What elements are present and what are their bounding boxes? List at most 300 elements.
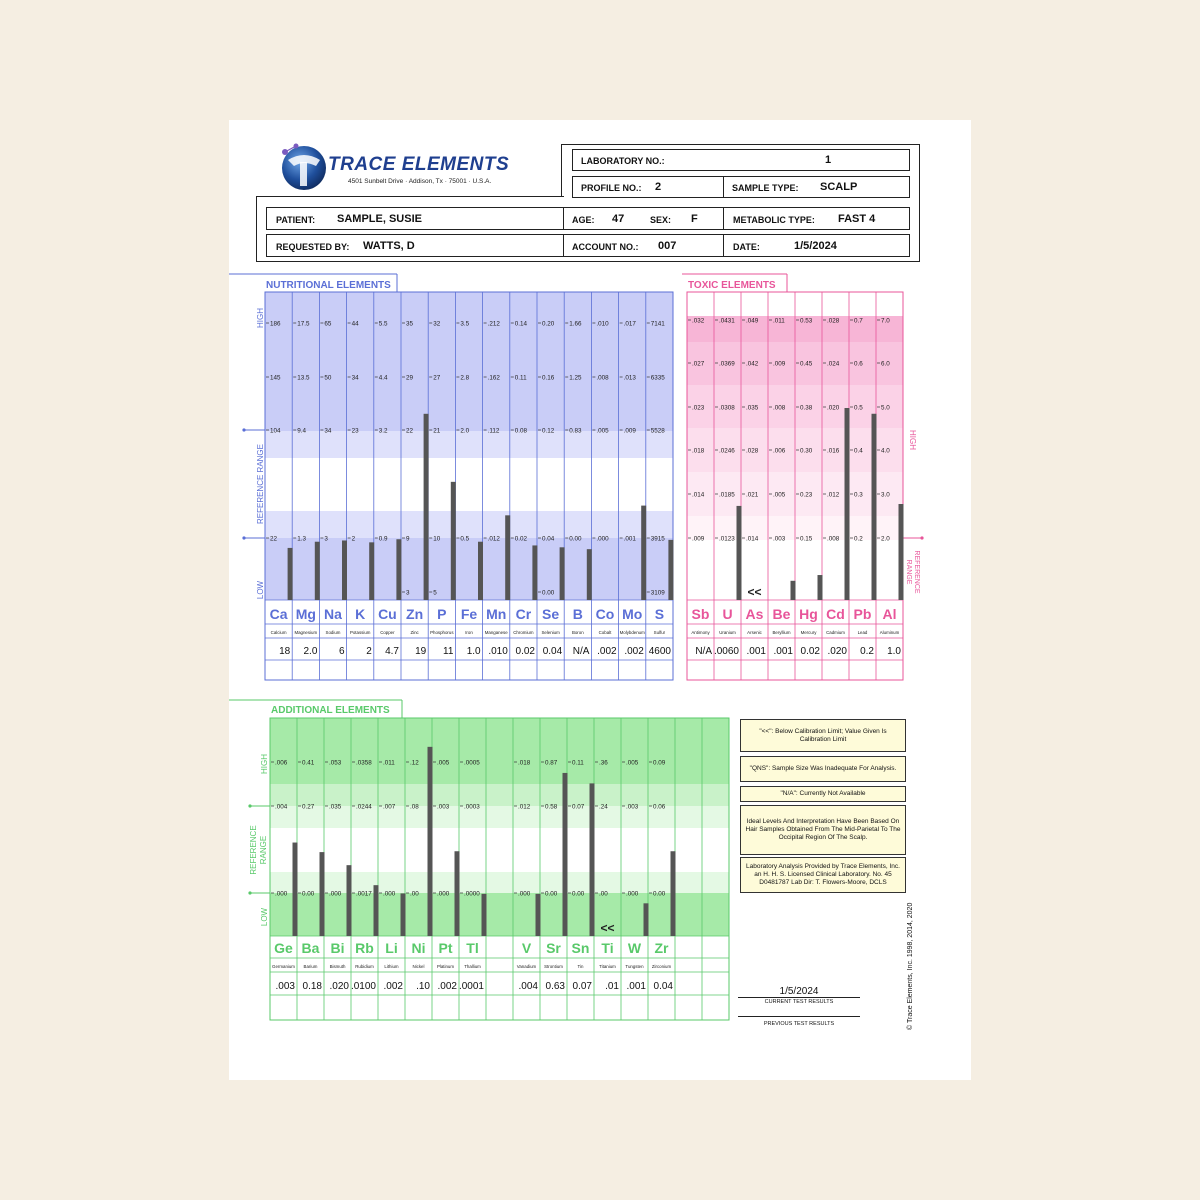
element-name: Copper xyxy=(380,630,395,635)
element-name: Molybdenum xyxy=(619,630,645,635)
additional-scale-label: .011 xyxy=(383,759,395,767)
sex-value: F xyxy=(691,213,698,225)
element-result: .020 xyxy=(827,646,847,657)
nutritional-scale-label: 34 xyxy=(351,374,359,382)
element-name: Aluminum xyxy=(879,630,900,635)
note-na: "N/A": Currently Not Available xyxy=(740,786,906,802)
lab-brand: TRACE ELEMENTS xyxy=(328,154,510,175)
nutritional-scale-label: .008 xyxy=(596,374,609,382)
bar-K xyxy=(369,542,374,600)
element-symbol-W: W xyxy=(627,940,642,956)
element-result: .003 xyxy=(275,981,295,992)
toxic-scale-label: 5.0 xyxy=(881,404,890,412)
element-name: Titanium xyxy=(599,964,616,969)
element-name: Antimony xyxy=(691,630,710,635)
bar-Li xyxy=(401,893,406,936)
additional-scale-label: 0.87 xyxy=(545,759,558,767)
nutritional-scale-label: 23 xyxy=(351,427,359,435)
nutritional-scale-label: 3109 xyxy=(650,589,665,597)
element-symbol-Be: Be xyxy=(772,606,791,622)
copyright: © Trace Elements, Inc. 1998, 2014, 2020 xyxy=(907,902,914,1030)
nutritional-scale-label: 4.4 xyxy=(378,374,388,382)
element-name: Sodium xyxy=(325,630,341,635)
element-name: Iron xyxy=(465,630,473,635)
toxic-scale-label: .012 xyxy=(827,491,840,499)
element-result: .004 xyxy=(518,981,538,992)
element-symbol-Tl: Tl xyxy=(466,940,479,956)
additional-scale-label: .000 xyxy=(383,890,396,898)
toxic-scale-label: .020 xyxy=(827,404,840,412)
element-result: 0.07 xyxy=(572,981,592,992)
nutritional-scale-label: 0.16 xyxy=(542,374,555,382)
toxic-scale-label: 0.2 xyxy=(854,535,863,543)
bar-Bi xyxy=(347,865,352,936)
additional-scale-label: 0.00 xyxy=(545,890,558,898)
additional-scale-label: .035 xyxy=(329,803,342,811)
additional-scale-label: .0017 xyxy=(356,890,372,898)
element-symbol-Pb: Pb xyxy=(853,606,872,622)
element-symbol-U: U xyxy=(722,606,733,622)
additional-high-label: HIGH xyxy=(260,754,269,774)
toxic-scale-label: .0246 xyxy=(719,447,735,455)
nutritional-low-label: LOW xyxy=(256,580,265,600)
element-symbol-Ca: Ca xyxy=(269,606,288,622)
element-symbol-Li: Li xyxy=(385,940,398,956)
nutritional-scale-label: 0.5 xyxy=(460,535,470,543)
element-symbol-Cd: Cd xyxy=(826,606,845,622)
additional-scale-label: .08 xyxy=(410,803,419,811)
toxic-scale-label: 0.30 xyxy=(800,447,813,455)
additional-scale-label: .36 xyxy=(599,759,608,767)
element-symbol-Bi: Bi xyxy=(330,940,345,956)
toxic-scale-label: .0185 xyxy=(719,491,735,499)
toxic-scale-label: .021 xyxy=(746,491,759,499)
element-symbol-Ti: Ti xyxy=(601,940,614,956)
patient-value: SAMPLE, SUSIE xyxy=(337,213,422,225)
nutritional-scale-label: 3915 xyxy=(650,535,665,543)
element-symbol-Fe: Fe xyxy=(460,606,478,622)
additional-scale-label: .000 xyxy=(329,890,342,898)
additional-scale-label: .000 xyxy=(275,890,288,898)
element-symbol-As: As xyxy=(745,606,764,622)
nutritional-scale-label: 10 xyxy=(433,535,441,543)
toxic-scale-label: 0.45 xyxy=(800,360,813,368)
element-symbol-Sb: Sb xyxy=(691,606,710,622)
element-result: .0060 xyxy=(713,646,739,657)
element-result: 0.04 xyxy=(542,646,563,657)
toxic-scale-label: .0431 xyxy=(719,317,735,325)
toxic-scale-label: 0.6 xyxy=(854,360,863,368)
nutritional-scale-label: 9.4 xyxy=(297,427,306,435)
additional-bg-ref2 xyxy=(270,828,729,872)
element-result: 2 xyxy=(366,646,372,657)
bar-Be xyxy=(791,581,796,600)
additional-scale-label: .00 xyxy=(599,890,608,898)
current-test-label: CURRENT TEST RESULTS xyxy=(764,999,834,1005)
additional-scale-label: .004 xyxy=(275,803,288,811)
toxic-scale-label: .028 xyxy=(827,317,840,325)
nutritional-bg-lower xyxy=(265,511,673,538)
element-symbol-P: P xyxy=(437,606,447,622)
element-name: Tungsten xyxy=(625,964,644,969)
additional-scale-label: .007 xyxy=(383,803,396,811)
nutritional-scale-label: .017 xyxy=(623,320,636,328)
element-name: Magnesium xyxy=(294,630,318,635)
bar-V xyxy=(536,894,541,936)
bar-Zn xyxy=(424,414,429,600)
toxic-scale-label: .028 xyxy=(746,447,759,455)
element-name: Platinum xyxy=(436,964,455,969)
nutritional-scale-label: 0.11 xyxy=(514,374,527,382)
nutritional-high-label: HIGH xyxy=(256,308,265,328)
metabolic-type-label: METABOLIC TYPE: xyxy=(733,215,815,225)
nutritional-scale-label: 21 xyxy=(433,427,441,435)
nutritional-scale-label: 2.0 xyxy=(460,427,470,435)
nutritional-ref-dot xyxy=(242,536,245,539)
element-symbol-Ge: Ge xyxy=(274,940,293,956)
bar-Cd xyxy=(845,408,850,600)
element-symbol-Mo: Mo xyxy=(622,606,643,622)
age-label: AGE: xyxy=(572,215,595,225)
additional-scale-label: .0358 xyxy=(356,759,372,767)
nutritional-bg-high xyxy=(265,292,673,431)
toxic-scale-label: .0123 xyxy=(719,535,735,543)
toxic-scale-label: .042 xyxy=(746,360,759,368)
element-name: Calcium xyxy=(270,630,287,635)
toxic-scale-label: 0.15 xyxy=(800,535,813,543)
element-result: .0100 xyxy=(350,981,376,992)
toxic-scale-label: .014 xyxy=(746,535,759,543)
additional-scale-label: .012 xyxy=(518,803,531,811)
element-result: 0.63 xyxy=(545,981,565,992)
requested-by-label: REQUESTED BY: xyxy=(276,242,350,252)
element-symbol-Na: Na xyxy=(324,606,342,622)
additional-scale-label: .0005 xyxy=(464,759,480,767)
toxic-scale-label: 0.3 xyxy=(854,491,863,499)
patient-label: PATIENT: xyxy=(276,215,316,225)
toxic-high-label: HIGH xyxy=(908,430,917,450)
toxic-scale-label: .008 xyxy=(773,404,786,412)
nutritional-scale-label: 6335 xyxy=(650,374,665,382)
toxic-range-label: RANGE xyxy=(905,559,912,585)
nutritional-scale-label: 3 xyxy=(406,589,410,597)
nutritional-scale-label: 1.25 xyxy=(569,374,582,382)
element-symbol-Rb: Rb xyxy=(355,940,374,956)
nutritional-scale-label: 145 xyxy=(270,374,281,382)
additional-scale-label: .000 xyxy=(518,890,531,898)
toxic-scale-label: .009 xyxy=(773,360,786,368)
toxic-scale-label: 0.38 xyxy=(800,404,813,412)
toxic-scale-label: .008 xyxy=(827,535,840,543)
nutritional-scale-label: 32 xyxy=(433,320,441,328)
nutritional-scale-label: 44 xyxy=(351,320,359,328)
element-name: Chromium xyxy=(513,630,534,635)
element-name: Phosphorus xyxy=(430,630,454,635)
nutritional-scale-label: 104 xyxy=(270,427,281,435)
bar-Mg xyxy=(315,542,320,600)
toxic-scale-label: 4.0 xyxy=(881,447,890,455)
nutritional-scale-label: 2 xyxy=(351,535,356,543)
note-qns: "QNS": Sample Size Was Inadequate For Analysis. xyxy=(740,756,906,782)
nutritional-scale-label: 35 xyxy=(406,320,414,328)
bar-S xyxy=(668,540,673,600)
nutritional-scale-label: 34 xyxy=(324,427,332,435)
element-name: Nickel xyxy=(412,964,425,969)
nutritional-scale-label: 186 xyxy=(270,320,281,328)
element-name: Boron xyxy=(571,630,584,635)
toxic-scale-label: .011 xyxy=(773,317,785,325)
additional-ref-dot xyxy=(248,804,251,807)
toxic-scale-label: .016 xyxy=(827,447,840,455)
nutritional-scale-label: 0.20 xyxy=(542,320,555,328)
toxic-scale-label: 3.0 xyxy=(881,491,890,499)
toxic-scale-label: .005 xyxy=(773,491,786,499)
element-result: .01 xyxy=(605,981,619,992)
nutritional-scale-label: .010 xyxy=(596,320,609,328)
nutritional-scale-label: 5 xyxy=(433,589,437,597)
additional-scale-label: .053 xyxy=(329,759,342,767)
additional-scale-label: 0.09 xyxy=(653,759,666,767)
note-ideal-levels: Ideal Levels And Interpretation Have Been Based On Hair Samples Obtained From The Mid-Parietal To The Occipital Region Of The Scalp. xyxy=(740,805,906,855)
bar-Mo xyxy=(641,506,646,600)
element-symbol-V: V xyxy=(521,940,532,956)
bar-Hg xyxy=(818,575,823,600)
toxic-scale-label: .018 xyxy=(692,447,705,455)
element-result: 1.0 xyxy=(887,646,901,657)
nutritional-scale-label: 5528 xyxy=(650,427,665,435)
nutritional-scale-label: 0.02 xyxy=(514,535,528,543)
element-result: .001 xyxy=(626,981,646,992)
bar-B xyxy=(587,549,592,600)
nutritional-bg-low xyxy=(265,535,673,600)
additional-scale-label: 0.58 xyxy=(545,803,558,811)
element-name: Strontium xyxy=(544,964,563,969)
bar-U xyxy=(737,506,742,600)
element-name: Arsenic xyxy=(747,630,762,635)
bar-Ca xyxy=(288,548,293,600)
element-name: Selenium xyxy=(541,630,560,635)
toxic-scale-label: 0.7 xyxy=(854,317,863,325)
bar-Cu xyxy=(396,539,401,600)
element-symbol-B: B xyxy=(572,606,583,622)
element-symbol-S: S xyxy=(654,606,665,622)
element-result: 19 xyxy=(415,646,427,657)
element-symbol-K: K xyxy=(355,606,366,622)
note-below-calibration: "<<": Below Calibration Limit; Value Given Is Calibration Limit xyxy=(740,719,906,752)
nutritional-scale-label: 9 xyxy=(406,535,410,543)
date-value: 1/5/2024 xyxy=(794,240,837,252)
nutritional-scale-label: 0.9 xyxy=(378,535,388,543)
nutritional-scale-label: 50 xyxy=(324,374,332,382)
additional-scale-label: .003 xyxy=(437,803,450,811)
additional-scale-label: .000 xyxy=(626,890,639,898)
account-no-label: ACCOUNT NO.: xyxy=(572,242,639,252)
toxic-scale-label: 7.0 xyxy=(881,317,890,325)
additional-scale-label: 0.11 xyxy=(572,759,584,767)
nutritional-scale-label: .009 xyxy=(623,427,636,435)
element-result: .002 xyxy=(597,646,617,657)
lab-address: 4501 Sunbelt Drive · Addison, Tx · 75001 · U.S.A. xyxy=(348,178,492,185)
element-result: 11 xyxy=(443,646,454,657)
additional-scale-label: 0.00 xyxy=(572,890,585,898)
toxic-title: TOXIC ELEMENTS xyxy=(688,280,776,291)
element-result: .10 xyxy=(416,981,430,992)
sample-type-label: SAMPLE TYPE: xyxy=(732,183,799,193)
element-name: Sulfur xyxy=(653,630,666,635)
element-name: Germanium xyxy=(272,964,295,969)
nutritional-scale-label: 3.2 xyxy=(378,427,388,435)
below-calibration-flag: << xyxy=(600,921,615,935)
element-symbol-Mn: Mn xyxy=(486,606,507,622)
toxic-ref-dot xyxy=(920,536,923,539)
bar-Fe xyxy=(478,542,483,600)
element-result: .020 xyxy=(329,981,349,992)
nutritional-scale-label: 0.08 xyxy=(514,427,528,435)
current-test-date: 1/5/2024 xyxy=(779,986,819,997)
additional-bg-low xyxy=(270,890,729,936)
nutritional-scale-label: 22 xyxy=(406,427,414,435)
bar-Pt xyxy=(455,851,460,936)
additional-scale-label: 0.00 xyxy=(302,890,315,898)
additional-scale-label: 0.41 xyxy=(302,759,315,767)
previous-test-label: PREVIOUS TEST RESULTS xyxy=(763,1021,835,1027)
toxic-scale-label: .027 xyxy=(692,360,705,368)
nutritional-scale-label: 17.5 xyxy=(297,320,310,328)
bar-Se xyxy=(560,547,565,600)
nutritional-scale-label: 3 xyxy=(324,535,328,543)
element-result: 1.0 xyxy=(466,646,481,657)
additional-low-label: LOW xyxy=(260,907,269,927)
element-result: 18 xyxy=(279,646,291,657)
nutritional-scale-label: 5.5 xyxy=(378,320,388,328)
sample-type-value: SCALP xyxy=(820,181,858,193)
element-result: 4600 xyxy=(648,646,671,657)
element-symbol-Cr: Cr xyxy=(515,606,532,622)
element-result: 0.18 xyxy=(302,981,322,992)
element-symbol-Al: Al xyxy=(882,606,897,622)
toxic-scale-label: .032 xyxy=(692,317,705,325)
element-symbol-Se: Se xyxy=(542,606,560,622)
nutritional-scale-label: 0.00 xyxy=(569,535,582,543)
element-name: Cadmium xyxy=(826,630,845,635)
toxic-scale-label: .009 xyxy=(692,535,705,543)
nutritional-scale-label: 7141 xyxy=(650,320,665,328)
element-symbol-Ni: Ni xyxy=(411,940,426,956)
additional-scale-label: .006 xyxy=(275,759,288,767)
nutritional-ref-dot xyxy=(242,428,245,431)
toxic-scale-label: .024 xyxy=(827,360,840,368)
element-result: N/A xyxy=(572,646,590,657)
bar-Sr xyxy=(563,773,568,936)
additional-scale-label: 0.27 xyxy=(302,803,315,811)
additional-scale-label: .12 xyxy=(410,759,419,767)
nutritional-scale-label: .112 xyxy=(487,427,500,435)
element-result: 0.2 xyxy=(860,646,874,657)
element-symbol-Mg: Mg xyxy=(295,606,316,622)
element-result: .002 xyxy=(437,981,457,992)
toxic-scale-label: .0308 xyxy=(719,404,735,412)
element-result: .0001 xyxy=(458,981,484,992)
additional-scale-label: .24 xyxy=(599,803,608,811)
element-name: Mercury xyxy=(800,630,817,635)
element-name: Beryllium xyxy=(772,630,791,635)
element-name: Barium xyxy=(303,964,318,969)
toxic-scale-label: .0369 xyxy=(719,360,735,368)
additional-scale-label: .005 xyxy=(437,759,450,767)
nutritional-reference-label: REFERENCE RANGE xyxy=(256,443,265,525)
bar-Mn xyxy=(505,515,510,600)
element-symbol-Hg: Hg xyxy=(799,606,818,622)
element-result: 0.02 xyxy=(515,646,535,657)
nutritional-title: NUTRITIONAL ELEMENTS xyxy=(266,280,391,291)
additional-scale-label: 0.00 xyxy=(653,890,666,898)
element-result: N/A xyxy=(695,646,712,657)
element-result: 0.04 xyxy=(653,981,673,992)
element-symbol-Cu: Cu xyxy=(378,606,397,622)
additional-scale-label: .0244 xyxy=(356,803,372,811)
profile-no-label: PROFILE NO.: xyxy=(581,183,642,193)
additional-scale-label: .003 xyxy=(626,803,639,811)
additional-scale-label: 0.07 xyxy=(572,803,585,811)
element-name: Rubidium xyxy=(355,964,374,969)
nutritional-scale-label: 22 xyxy=(270,535,278,543)
toxic-scale-label: .006 xyxy=(773,447,786,455)
element-symbol-Pt: Pt xyxy=(438,940,453,956)
element-name: Potassium xyxy=(349,630,371,635)
toxic-scale-label: 0.53 xyxy=(800,317,813,325)
bar-Cr xyxy=(532,545,537,600)
element-name: Cobalt xyxy=(598,630,612,635)
nutritional-scale-label: .162 xyxy=(487,374,500,382)
element-result: .010 xyxy=(488,646,508,657)
element-symbol-Zn: Zn xyxy=(406,606,424,622)
nutritional-scale-label: 0.12 xyxy=(542,427,555,435)
nutritional-scale-label: .000 xyxy=(596,535,609,543)
toxic-scale-label: .014 xyxy=(692,491,705,499)
nutritional-scale-label: 27 xyxy=(433,374,441,382)
below-calibration-flag: << xyxy=(747,585,762,599)
element-symbol-Sn: Sn xyxy=(571,940,590,956)
nutritional-bg-ref xyxy=(265,458,673,484)
bar-Al xyxy=(899,504,904,600)
element-result: 4.7 xyxy=(385,646,399,657)
additional-ref-dot xyxy=(248,891,251,894)
nutritional-scale-label: 1.66 xyxy=(569,320,582,328)
note-laboratory: Laboratory Analysis Provided by Trace Elements, Inc. an H. H. S. Licensed Clinical Laboratory. No. 45 D0481787 Lab Dir: T. Flowers-Moore, DCLS xyxy=(740,857,906,893)
laboratory-no-label: LABORATORY NO.: xyxy=(581,156,665,166)
account-no-value: 007 xyxy=(658,240,677,252)
nutritional-scale-label: 65 xyxy=(324,320,332,328)
element-name: Lead xyxy=(857,630,868,635)
nutritional-scale-label: 0.00 xyxy=(542,589,555,597)
element-name: Zinc xyxy=(410,630,419,635)
element-result: .002 xyxy=(383,981,403,992)
additional-scale-label: 0.06 xyxy=(653,803,666,811)
nutritional-scale-label: 3.5 xyxy=(460,320,470,328)
bar-Zr xyxy=(671,851,676,936)
toxic-scale-label: 6.0 xyxy=(881,360,890,368)
nutritional-scale-label: .001 xyxy=(623,535,636,543)
element-result: .001 xyxy=(773,646,793,657)
toxic-scale-label: 0.5 xyxy=(854,404,863,412)
bar-Rb xyxy=(374,885,379,936)
nutritional-scale-label: 1.3 xyxy=(297,535,306,543)
additional-scale-label: .018 xyxy=(518,759,531,767)
bar-Na xyxy=(342,540,347,600)
bar-Ni xyxy=(428,747,433,936)
date-label: DATE: xyxy=(733,242,760,252)
bar-Pb xyxy=(872,414,877,600)
